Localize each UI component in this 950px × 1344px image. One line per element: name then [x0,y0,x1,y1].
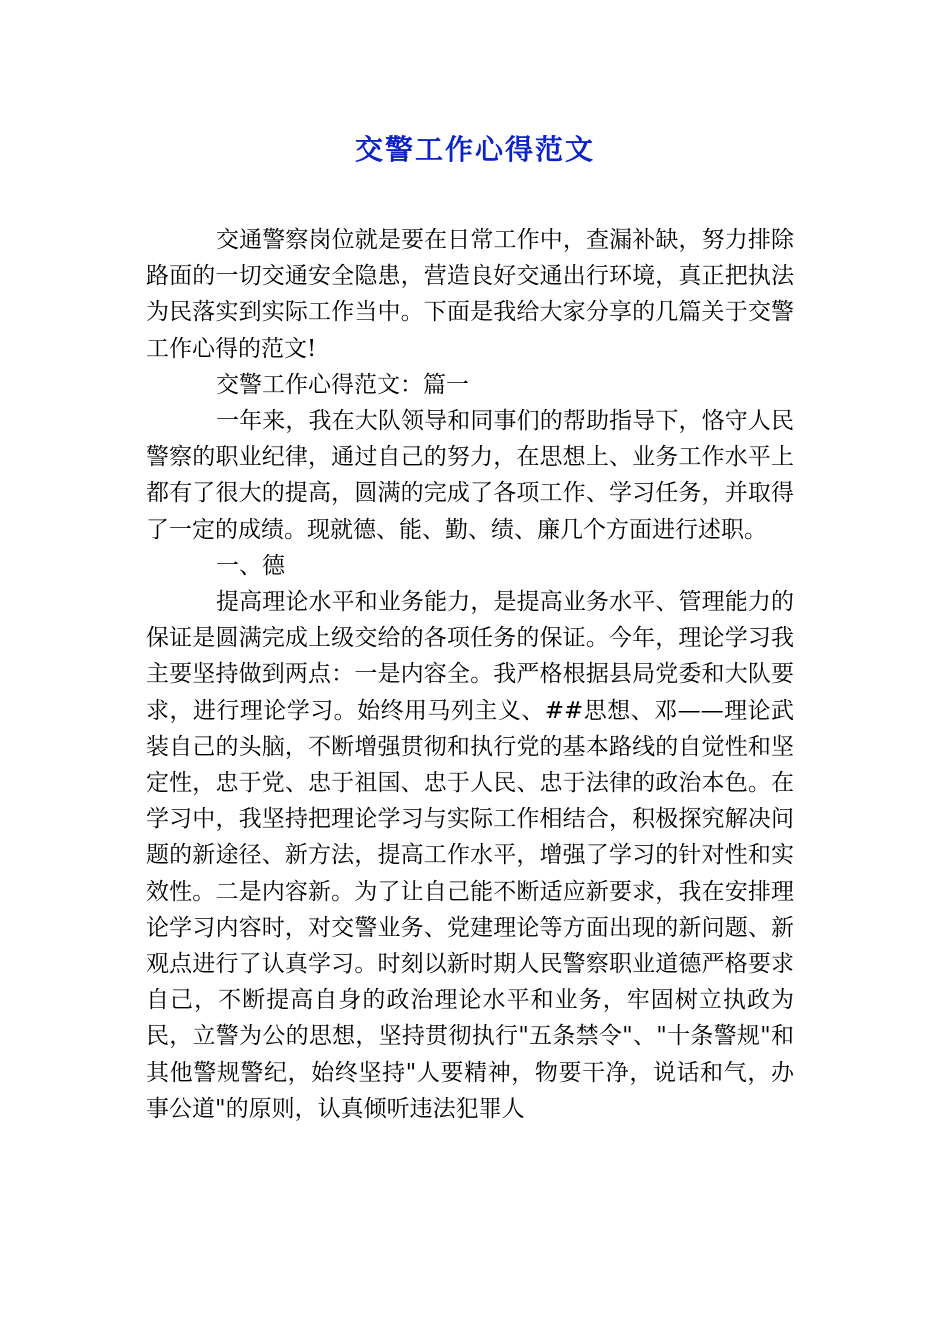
document-title: 交警工作心得范文 [354,133,595,166]
paragraph-de: 提高理论水平和业务能力，是提高业务水平、管理能力的保证是圆满完成上级交给的各项任务的保证。今年，理论学习我主要坚持做到两点：一是内容全。我严格根据县局党委和大队要求，进行理论学习。始终用马列主义、##思想、邓——理论武装自己的头脑，不断增强贯彻和执行党的基本路线的自觉性和坚定性，忠于党、忠于祖国、忠于人民、忠于法律的政治本色。在学习中，我坚持把理论学习与实际工作相结合，积极探究解决问题的新途径、新方法，提高工作水平，增强了学习的针对性和实效性。二是内容新。为了让自己能不断适应新要求，我在安排理论学习内容时，对交警业务、党建理论等方面出现的新问题、新观点进行了认真学习。时刻以新时期人民警察职业道德严格要求自己，不断提高自身的政治理论水平和业务，牢固树立执政为民，立警为公的思想，坚持贯彻执行"五条禁令"、"十条警规"和其他警规警纪，始终坚持"人要精神，物要干净，说话和气，办事公道"的原则，认真倾听违法犯罪人 [146,589,794,1122]
subsection-heading: 一、德 [216,552,285,579]
paragraph-summary: 一年来，我在大队领导和同事们的帮助指导下，恪守人民警察的职业纪律，通过自己的努力，在思想上、业务工作水平上都有了很大的提高，圆满的完成了各项工作、学习任务，并取得了一定的成绩。现就德、能、勤、绩、廉几个方面进行述职。 [146,408,794,543]
paragraph-intro: 交通警察岗位就是要在日常工作中，查漏补缺，努力排除路面的一切交通安全隐患，营造良好交通出行环境，真正把执法为民落实到实际工作当中。下面是我给大家分享的几篇关于交警工作心得的范文! [146,227,794,362]
document-body [146,222,794,1127]
section-heading: 交警工作心得范文：篇一 [216,371,469,398]
